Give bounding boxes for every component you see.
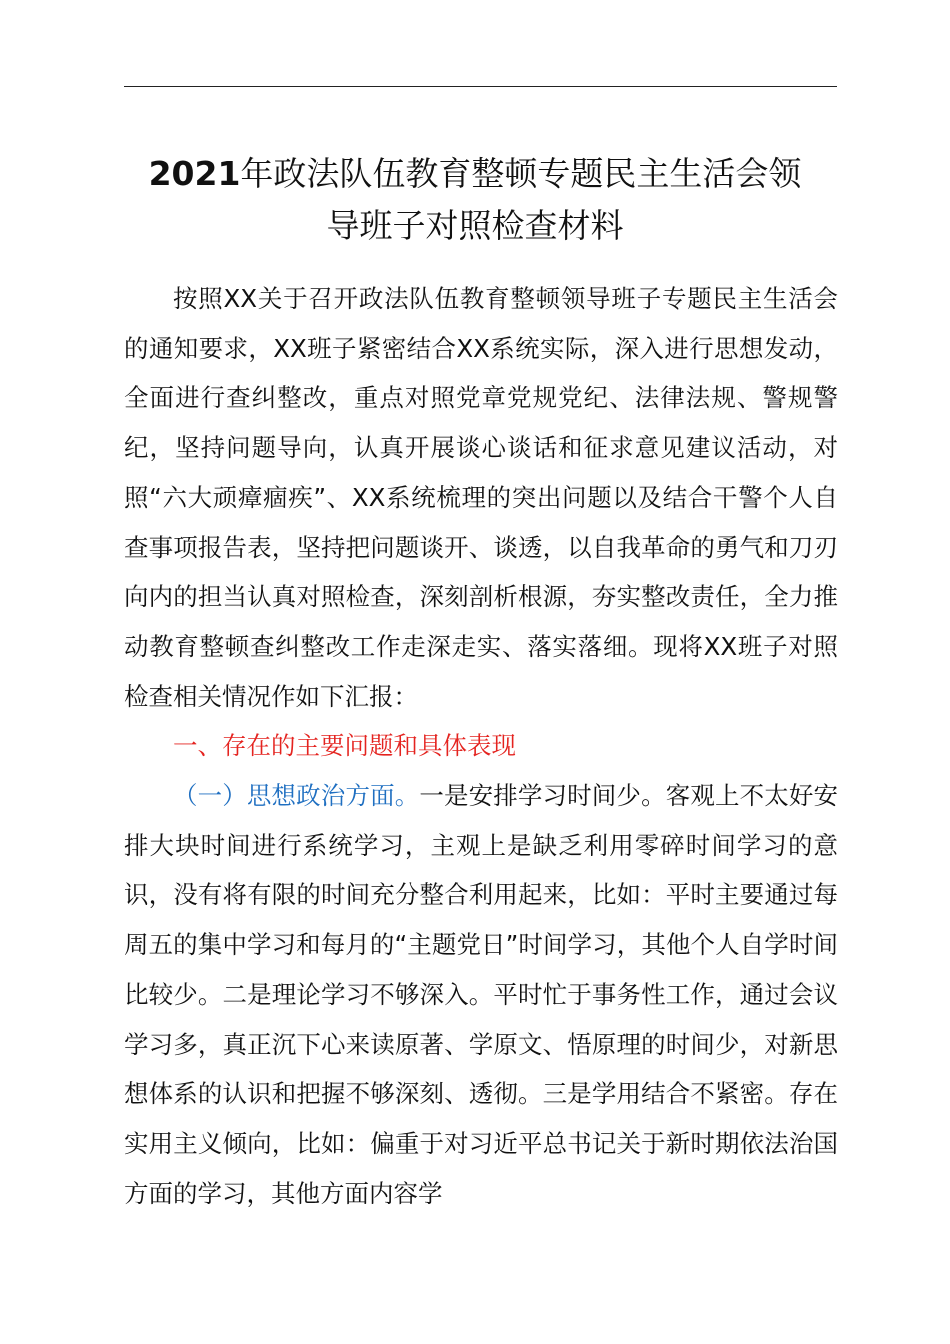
title-line-2: 导班子对照检查材料 (326, 206, 624, 245)
header-rule (124, 86, 837, 87)
title-line-1: 年政法队伍教育整顿专题民主生活会领 (240, 154, 802, 193)
document-title (100, 148, 850, 252)
document-body (124, 274, 838, 1218)
title-year: 2021 (148, 154, 241, 193)
subsection-heading: （一）思想政治方面。 (173, 781, 420, 811)
subsection-body: 一是安排学习时间少。客观上不太好安排大块时间进行系统学习，主观上是缺乏利用零碎时间学习的意识，没有将有限的时间充分整合利用起来，比如：平时主要通过每周五的集中学习和每月的“主题党日”时间学习，其他个人自学时间比较少。二是理论学习不够深入。平时忙于事务性工作，通过会议学习多，真正沉下心来读原著、学原文、悟原理的时间少，对新思想体系的认识和把握不够深刻、透彻。三是学用结合不紧密。存在实用主义倾向，比如：偏重于对习近平总书记关于新时期依法治国方面的学习，其他方面内容学 (124, 781, 839, 1208)
intro-paragraph: 按照XX关于召开政法队伍教育整顿领导班子专题民主生活会的通知要求，XX班子紧密结合XX系统实际，深入进行思想发动，全面进行查纠整改，重点对照党章党规党纪、法律法规、警规警纪，坚持问题导向，认真开展谈心谈话和征求意见建议活动，对照“六大顽瘴痼疾”、XX系统梳理的突出问题以及结合干警个人自查事项报告表，坚持把问题谈开、谈透，以自我革命的勇气和刀刃向内的担当认真对照检查，深刻剖析根源，夯实整改责任，全力推动教育整顿查纠整改工作走深走实、落实落细。现将XX班子对照检查相关情况作如下汇报： (124, 284, 838, 711)
subsection-paragraph (124, 771, 838, 1218)
section-heading: 一、存在的主要问题和具体表现 (173, 731, 516, 761)
